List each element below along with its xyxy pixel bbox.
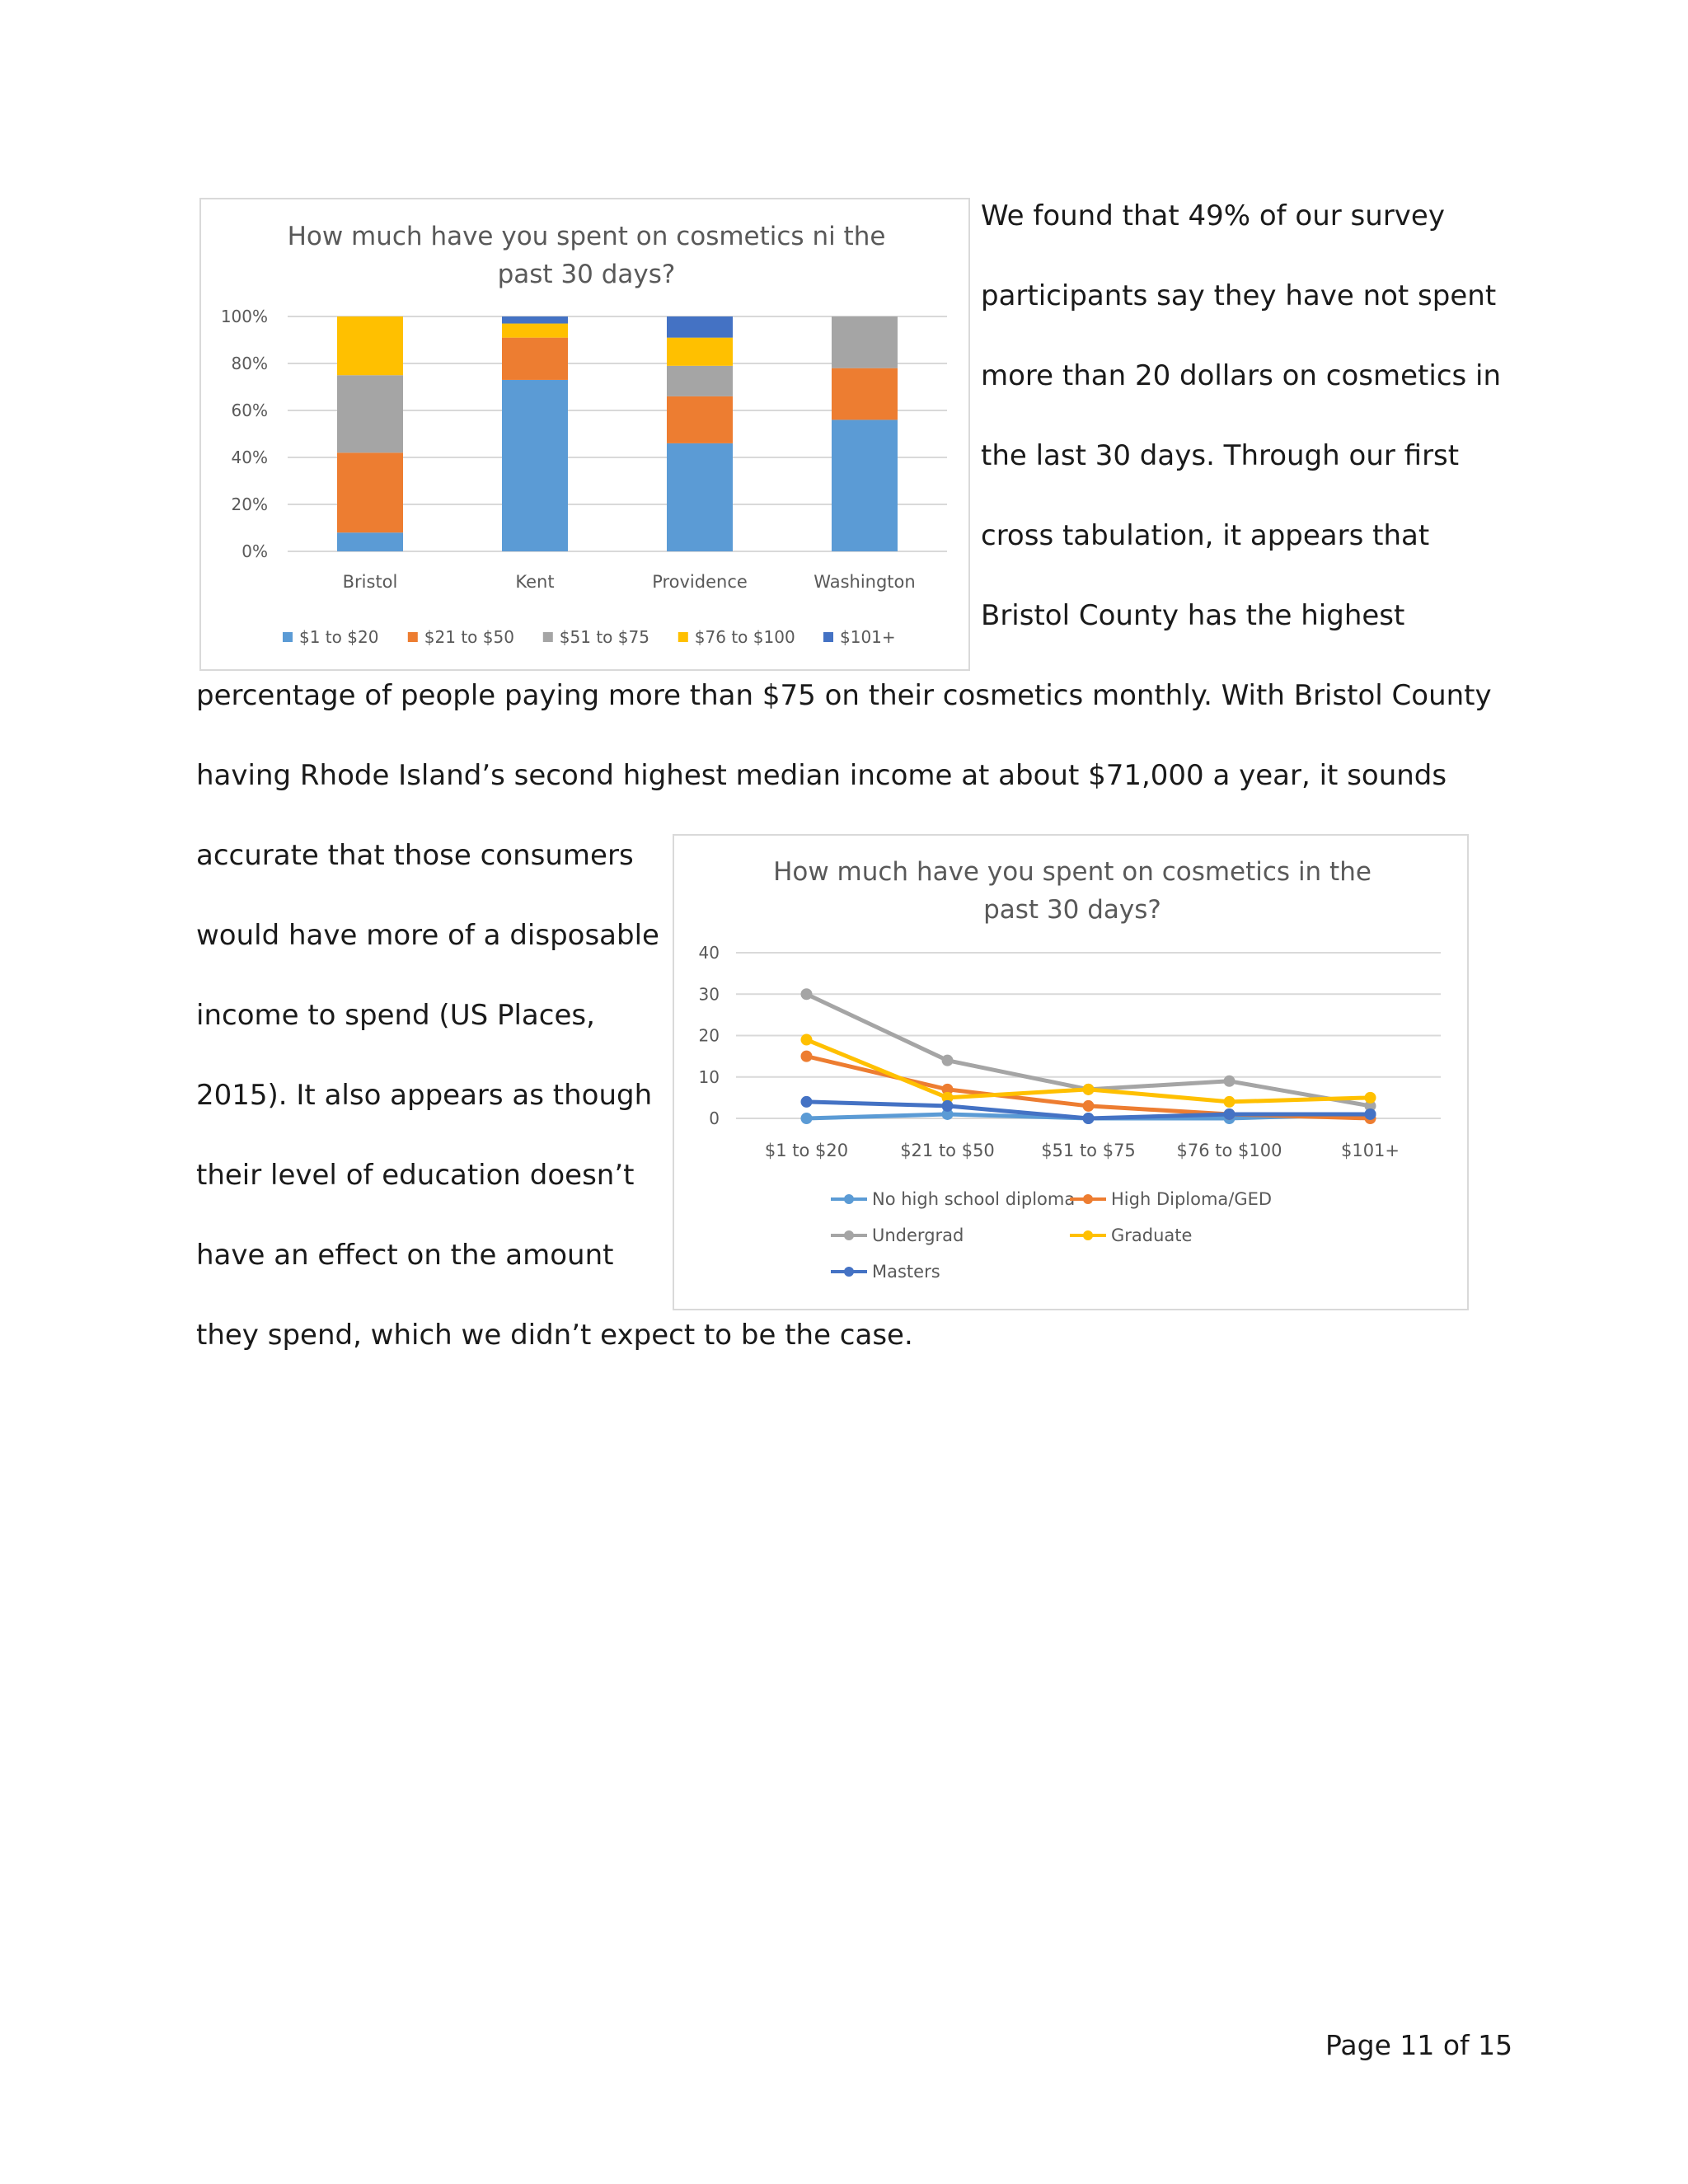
bar-segment: [502, 316, 568, 324]
bar-segment: [337, 532, 403, 551]
legend-label: $51 to $75: [559, 627, 649, 647]
data-point: [1224, 1096, 1236, 1108]
legend-marker: [844, 1267, 854, 1277]
y-tick-label: 30: [698, 984, 720, 1005]
paragraph-line: they spend, which we didn’t expect to be the case.: [196, 1319, 913, 1352]
bar-segment: [667, 366, 733, 396]
data-point: [1083, 1113, 1095, 1124]
bar-segment: [502, 338, 568, 380]
data-point: [1224, 1108, 1236, 1120]
x-tick-label: $51 to $75: [1041, 1141, 1136, 1160]
x-tick-label: $21 to $50: [900, 1141, 995, 1160]
line-chart-svg: [674, 836, 1470, 1312]
legend-label: No high school diploma: [872, 1189, 1076, 1209]
legend-marker: [1083, 1230, 1093, 1240]
bar-segment: [667, 443, 733, 551]
paragraph-line: the last 30 days. Through our first: [981, 439, 1460, 472]
bar-segment: [667, 396, 733, 443]
x-tick-label: Washington: [814, 572, 916, 592]
bar-segment: [337, 452, 403, 532]
legend-label: $21 to $50: [424, 627, 514, 647]
paragraph-line: more than 20 dollars on cosmetics in: [981, 359, 1502, 392]
bar-segment: [502, 324, 568, 338]
paragraph-line: have an effect on the amount: [196, 1239, 614, 1272]
y-tick-label: 80%: [231, 354, 268, 373]
paragraph-line: percentage of people paying more than $75 on their cosmetics monthly. With Bristol County: [196, 679, 1492, 712]
legend-marker: [1083, 1194, 1093, 1204]
y-tick-label: 0: [709, 1108, 720, 1128]
data-point: [1083, 1084, 1095, 1095]
chart-title: past 30 days?: [497, 260, 676, 289]
bar-segment: [832, 368, 898, 420]
legend-swatch: [678, 632, 688, 642]
x-tick-label: Providence: [652, 572, 748, 592]
paragraph-line: cross tabulation, it appears that: [981, 519, 1430, 552]
legend-swatch: [283, 632, 293, 642]
x-tick-label: $101+: [1340, 1141, 1400, 1160]
y-tick-label: 40%: [231, 448, 268, 467]
legend-label: Graduate: [1111, 1226, 1193, 1245]
y-tick-label: 40: [698, 943, 720, 963]
data-point: [942, 1055, 954, 1066]
x-tick-label: Bristol: [342, 572, 398, 592]
y-tick-label: 10: [698, 1066, 720, 1087]
legend-marker: [844, 1194, 854, 1204]
y-tick-label: 60%: [231, 401, 268, 420]
paragraph-line: accurate that those consumers: [196, 839, 634, 872]
chart-title: How much have you spent on cosmetics in the: [773, 857, 1372, 887]
y-tick-label: 0%: [241, 541, 268, 561]
legend-swatch: [408, 632, 418, 642]
legend-label: High Diploma/GED: [1111, 1189, 1273, 1209]
paragraph-line: their level of education doesn’t: [196, 1159, 635, 1192]
data-point: [801, 1051, 813, 1062]
bar-segment: [832, 419, 898, 551]
legend-label: Undergrad: [872, 1226, 964, 1245]
line-chart-by-education: [673, 834, 1469, 1310]
data-point: [801, 1034, 813, 1046]
y-tick-label: 100%: [220, 307, 268, 326]
paragraph-line: Bristol County has the highest: [981, 599, 1405, 632]
legend-label: $76 to $100: [694, 627, 795, 647]
data-point: [801, 988, 813, 1000]
paragraph-line: would have more of a disposable: [196, 919, 659, 952]
x-tick-label: $76 to $100: [1176, 1141, 1282, 1160]
legend-swatch: [543, 632, 553, 642]
legend-label: $1 to $20: [299, 627, 379, 647]
legend-swatch: [823, 632, 833, 642]
x-tick-label: Kent: [515, 572, 555, 592]
bar-segment: [337, 316, 403, 375]
bar-segment: [667, 316, 733, 338]
paragraph-line: We found that 49% of our survey: [981, 199, 1445, 232]
paragraph-line: having Rhode Island’s second highest median income at about $71,000 a year, it sounds: [196, 759, 1447, 792]
y-tick-label: 20: [698, 1025, 720, 1046]
paragraph-line: participants say they have not spent: [981, 279, 1497, 312]
legend-label: Masters: [872, 1262, 940, 1282]
stacked-bar-chart-svg: [201, 199, 972, 673]
data-point: [801, 1096, 813, 1108]
bar-segment: [667, 338, 733, 366]
bar-segment: [832, 316, 898, 368]
chart-title: How much have you spent on cosmetics ni the: [287, 222, 886, 251]
bar-segment: [502, 380, 568, 551]
paragraph-line: income to spend (US Places,: [196, 999, 595, 1032]
page-number: Page 11 of 15: [1325, 2029, 1513, 2061]
data-point: [801, 1113, 813, 1124]
data-point: [1365, 1092, 1376, 1104]
chart-title: past 30 days?: [983, 895, 1161, 925]
data-point: [1083, 1100, 1095, 1112]
x-tick-label: $1 to $20: [764, 1141, 849, 1160]
legend-marker: [844, 1230, 854, 1240]
data-point: [942, 1100, 954, 1112]
legend-label: $101+: [840, 627, 896, 647]
paragraph-line: 2015). It also appears as though: [196, 1079, 653, 1112]
stacked-bar-chart-by-county: [199, 198, 970, 671]
bar-segment: [337, 375, 403, 452]
y-tick-label: 20%: [231, 494, 268, 514]
data-point: [1224, 1076, 1236, 1087]
data-point: [1365, 1108, 1376, 1120]
